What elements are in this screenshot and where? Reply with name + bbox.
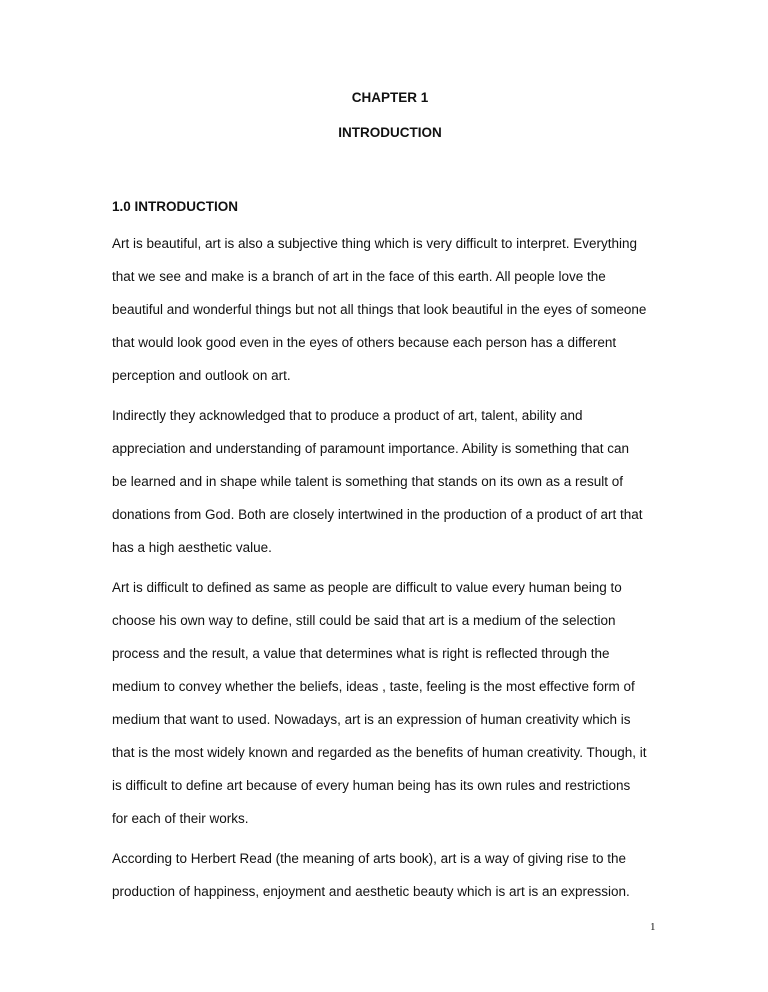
- page-number: 1: [650, 921, 656, 933]
- text-line: Indirectly they acknowledged that to produce a product of art, talent, ability and: [112, 408, 583, 423]
- paragraph: [112, 405, 672, 570]
- text-line: appreciation and understanding of paramount importance. Ability is something that can: [112, 441, 630, 456]
- text-line: that is the most widely known and regarded as the benefits of human creativity. Though, it: [112, 745, 647, 760]
- text-line: that we see and make is a branch of art in the face of this earth. All people love the: [112, 269, 606, 284]
- text-line: Art is difficult to defined as same as people are difficult to value every human being to: [112, 580, 622, 595]
- text-line: that would look good even in the eyes of others because each person has a different: [112, 335, 617, 350]
- text-line: perception and outlook on art.: [112, 368, 291, 383]
- text-line: medium that want to used. Nowadays, art is an expression of human creativity which is: [112, 712, 631, 727]
- text-line: for each of their works.: [112, 811, 249, 826]
- paragraph: [112, 233, 672, 398]
- chapter-label: CHAPTER 1: [351, 90, 429, 105]
- text-line: choose his own way to define, still could be said that art is a medium of the selection: [112, 613, 616, 628]
- text-line: production of happiness, enjoyment and aesthetic beauty which is art is an expression.: [112, 884, 630, 899]
- paragraph: [112, 848, 672, 914]
- text-line: be learned and in shape while talent is something that stands on its own as a result of: [112, 474, 624, 489]
- text-line: donations from God. Both are closely intertwined in the production of a product of art that: [112, 507, 643, 522]
- section-heading: 1.0 INTRODUCTION: [112, 199, 239, 214]
- body-text: [112, 233, 672, 921]
- text-line: process and the result, a value that determines what is right is reflected through the: [112, 646, 610, 661]
- text-line: beautiful and wonderful things but not all things that look beautiful in the eyes of someone: [112, 302, 647, 317]
- paragraph: [112, 577, 672, 841]
- text-line: According to Herbert Read (the meaning of arts book), art is a way of giving rise to the: [112, 851, 627, 866]
- text-line: has a high aesthetic value.: [112, 540, 272, 555]
- chapter-title: INTRODUCTION: [338, 125, 442, 140]
- text-line: medium to convey whether the beliefs, ideas , taste, feeling is the most effective form of: [112, 679, 635, 694]
- text-line: Art is beautiful, art is also a subjective thing which is very difficult to interpret. Everything: [112, 236, 637, 251]
- text-line: is difficult to define art because of every human being has its own rules and restrictions: [112, 778, 631, 793]
